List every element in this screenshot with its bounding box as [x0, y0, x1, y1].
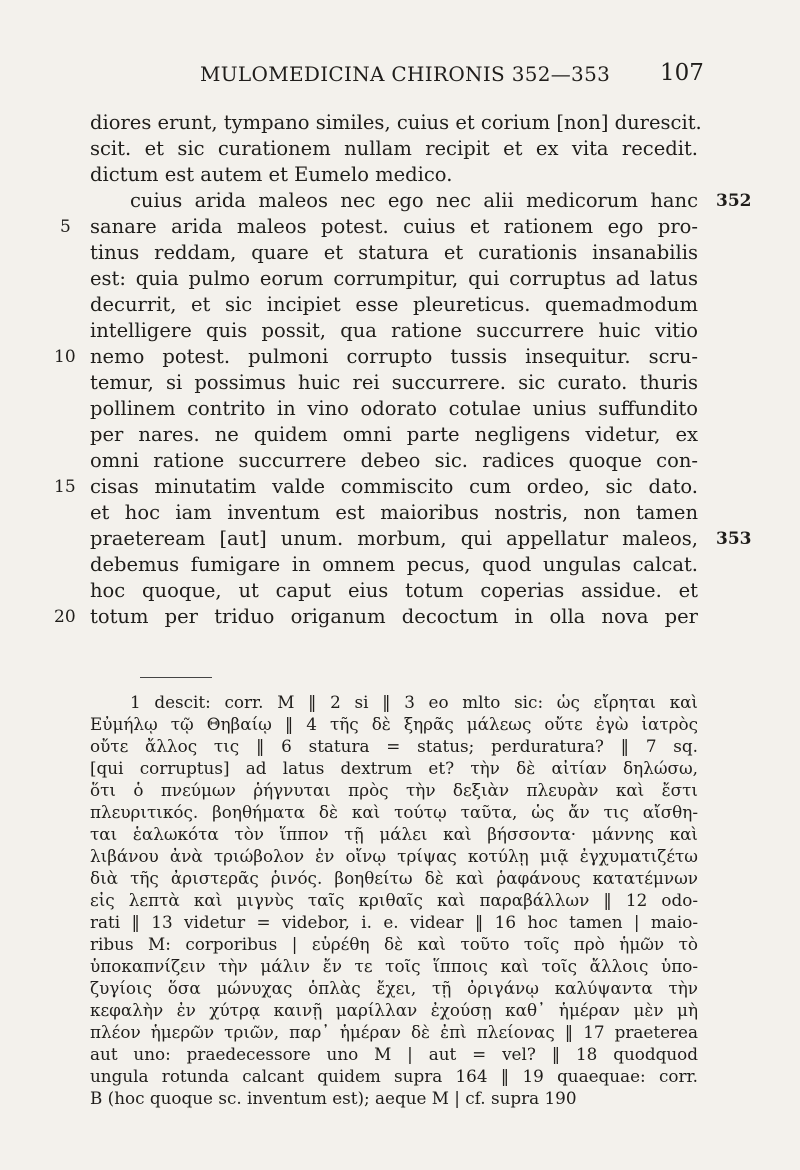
text-line: dictum est autem et Eumelo medico.	[90, 163, 453, 186]
text-line: praeteream [aut] unum. morbum, qui appellatur maleos,	[90, 527, 698, 550]
text-line: cuius arida maleos nec ego nec alii medicorum hanc	[130, 189, 698, 212]
apparatus-line: εἰς λεπτὰ καὶ μιγνὺς ταῖς κριθαῖς καὶ παραβάλλων ‖ 12 odo-	[90, 890, 698, 910]
text-line: debemus fumigare in omnem pecus, quod ungulas calcat.	[90, 553, 698, 576]
section-number: 352	[716, 191, 752, 211]
apparatus-line: ungula rotunda calcant quidem supra 164 ‖ 19 quaequae: corr.	[90, 1066, 698, 1086]
text-line: diores erunt, tympano similes, cuius et corium [non] durescit.	[90, 111, 702, 134]
text-line: decurrit, et sic incipiet esse pleureticus. quemadmodum	[90, 293, 698, 316]
text-line: totum per triduo origanum decoctum in olla nova per	[90, 605, 698, 628]
line-number: 15	[54, 477, 76, 497]
text-line: tinus reddam, quare et statura et curationis insanabilis	[90, 241, 698, 264]
apparatus-line: aut uno: praedecessore uno M | aut = vel? ‖ 18 quodquod	[90, 1044, 698, 1064]
apparatus-line: ται ἑαλωκότα τὸν ἵππον τῇ μάλει καὶ βήσσοντα· μάννης καὶ	[90, 824, 698, 844]
line-number: 20	[54, 607, 76, 627]
apparatus-line: διὰ τῆς ἀριστερᾶς ῥινός. βοηθείτω δὲ καὶ ῥαφάνους κατατέμνων	[90, 868, 698, 888]
text-line: scit. et sic curationem nullam recipit et ex vita recedit.	[90, 137, 698, 160]
text-line: per nares. ne quidem omni parte negligens videtur, ex	[90, 423, 698, 446]
running-title: MULOMEDICINA CHIRONIS 352—353	[200, 62, 611, 86]
line-number: 5	[60, 217, 71, 237]
apparatus-line: B (hoc quoque sc. inventum est); aeque M | cf. supra 190	[90, 1088, 577, 1108]
apparatus-line: Εὐμήλῳ τῷ Θηβαίῳ ‖ 4 τῆς δὲ ξηρᾶς μάλεως οὔτε ἐγὼ ἰατρὸς	[90, 714, 698, 734]
text-line: omni ratione succurrere debeo sic. radices quoque con-	[90, 449, 698, 472]
apparatus-line: ribus M: corporibus | εὑρέθη δὲ καὶ τοῦτο τοῖς πρὸ ἡμῶν τὸ	[90, 934, 698, 954]
apparatus-line: rati ‖ 13 videtur = videbor, i. e. videar ‖ 16 hoc tamen | maio-	[90, 912, 698, 932]
text-line: est: quia pulmo eorum corrumpitur, qui corruptus ad latus	[90, 267, 698, 290]
text-line: pollinem contrito in vino odorato cotulae unius suffundito	[90, 397, 698, 420]
text-line: cisas minutatim valde commiscito cum ordeo, sic dato.	[90, 475, 698, 498]
apparatus-line: [qui corruptus] ad latus dextrum et? τὴν δὲ αἰτίαν δηλώσω,	[90, 758, 698, 778]
apparatus-line: κεφαλὴν ἐν χύτρᾳ καινῇ μαρίλλαν ἐχούσῃ καθ᾽ ἡμέραν μὲν μὴ	[90, 1000, 698, 1020]
section-number: 353	[716, 529, 752, 549]
apparatus-line: ὑποκαπνίζειν τὴν μάλιν ἔν τε τοῖς ἵπποις καὶ τοῖς ἄλλοις ὑπο-	[90, 956, 698, 976]
apparatus-line: λιβάνου ἀνὰ τριώβολον ἐν οἴνῳ τρίψας κοτύλῃ μιᾷ ἐγχυματιζέτω	[90, 846, 698, 866]
line-number: 10	[54, 347, 76, 367]
apparatus-line: πλευριτικός. βοηθήματα δὲ καὶ τούτῳ ταῦτα, ὡς ἄν τις αἴσθη-	[90, 802, 698, 822]
text-line: et hoc iam inventum est maioribus nostris, non tamen	[90, 501, 698, 524]
page-number: 107	[660, 60, 704, 86]
apparatus-line: ζυγίοις ὅσα μώνυχας ὁπλὰς ἔχει, τῇ ὀριγάνῳ καλύψαντα τὴν	[90, 978, 698, 998]
text-line: nemo potest. pulmoni corrupto tussis insequitur. scru-	[90, 345, 698, 368]
text-line: hoc quoque, ut caput eius totum coperias assidue. et	[90, 579, 698, 602]
apparatus-line: 1 descit: corr. M ‖ 2 si ‖ 3 eo mlto sic: ὡς εἴρηται καὶ	[130, 692, 698, 712]
text-line: temur, si possimus huic rei succurrere. sic curato. thuris	[90, 371, 698, 394]
text-line: intelligere quis possit, qua ratione succurrere huic vitio	[90, 319, 698, 342]
footnote-rule	[140, 677, 212, 678]
apparatus-line: ὅτι ὁ πνεύμων ῥήγνυται πρὸς τὴν δεξιὰν πλευρὰν καὶ ἔστι	[90, 780, 698, 800]
text-line: sanare arida maleos potest. cuius et rationem ego pro-	[90, 215, 698, 238]
apparatus-line: πλέον ἡμερῶν τριῶν, παρ᾽ ἡμέραν δὲ ἐπὶ πλείονας ‖ 17 praeterea	[90, 1022, 698, 1042]
apparatus-line: οὔτε ἄλλος τις ‖ 6 statura = status; perduratura? ‖ 7 sq.	[90, 736, 698, 756]
